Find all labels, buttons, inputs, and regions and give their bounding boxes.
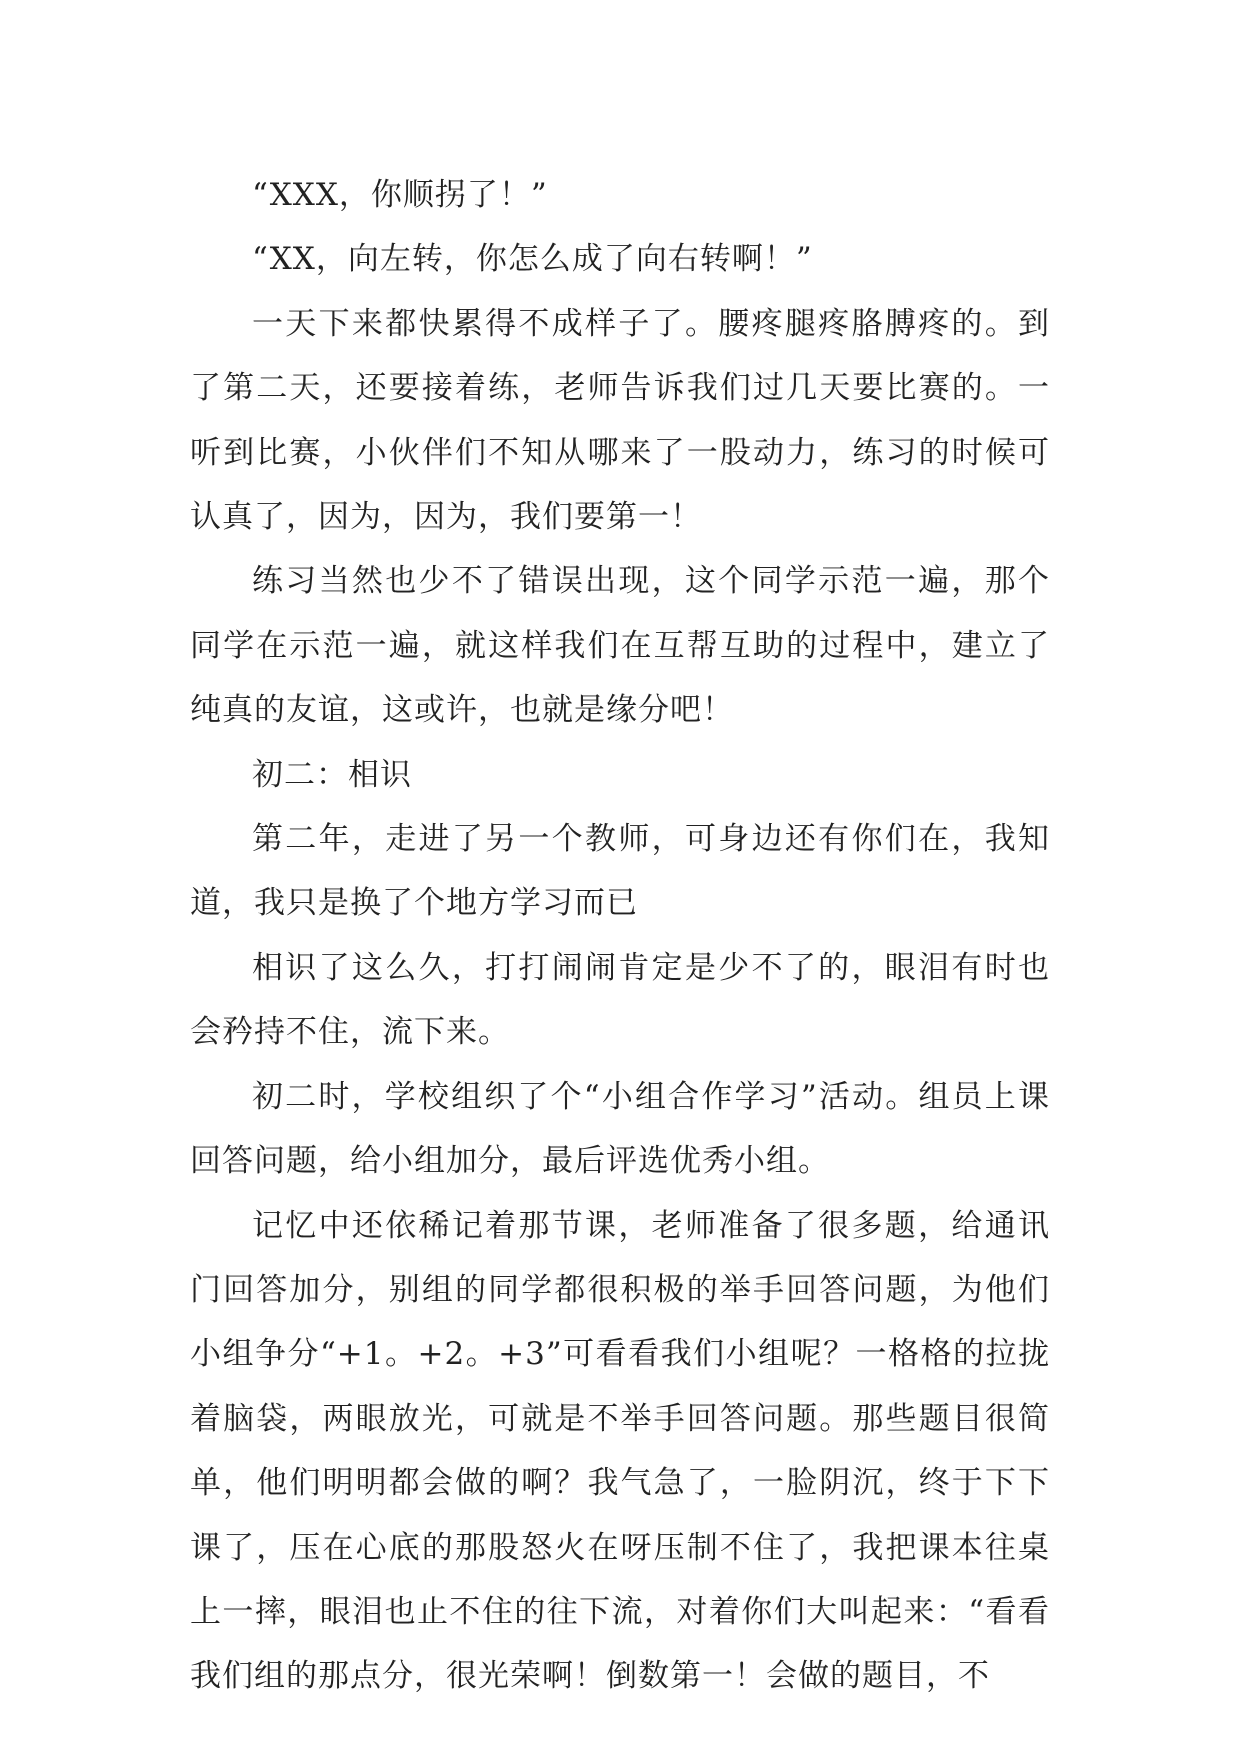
paragraph-6: 相识了这么久，打打闹闹肯定是少不了的，眼泪有时也会矜持不住，流下来。 bbox=[190, 949, 1050, 1051]
paragraph-1: “XXX，你顺拐了！” bbox=[252, 177, 548, 213]
paragraph-7: 初二时，学校组织了个“小组合作学习”活动。组员上课回答问题，给小组加分，最后评选优秀小组。 bbox=[190, 1078, 1050, 1180]
paragraph-4: 练习当然也少不了错误出现，这个同学示范一遍，那个同学在示范一遍，就这样我们在互帮互助的过程中，建立了纯真的友谊，这或许，也就是缘分吧！ bbox=[190, 563, 1050, 729]
document-body bbox=[190, 163, 1050, 1709]
paragraph-3: 一天下来都快累得不成样子了。腰疼腿疼胳膊疼的。到了第二天，还要接着练，老师告诉我们过几天要比赛的。一听到比赛，小伙伴们不知从哪来了一股动力，练习的时候可认真了，因为，因为，我们要第一！ bbox=[190, 305, 1050, 536]
paragraph-5: 第二年，走进了另一个教师，可身边还有你们在，我知道，我只是换了个地方学习而已 bbox=[190, 821, 1050, 922]
paragraph-8: 记忆中还依稀记着那节课，老师准备了很多题，给通讯门回答加分，别组的同学都很积极的举手回答问题，为他们小组争分“+1。+2。+3”可看看我们小组呢？一格格的拉拢着脑袋，两眼放光，可就是不举手回答问题。那些题目很简单，他们明明都会做的啊？我气急了，一脸阴沉，终于下下课了，压在心底的那股怒火在呀压制不住了，我把课本往桌上一摔，眼泪也止不住的往下流，对着你们大叫起来：“看看我们组的那点分，很光荣啊！倒数第一！会做的题目，不 bbox=[190, 1207, 1050, 1695]
paragraph-2: “XX，向左转，你怎么成了向右转啊！” bbox=[252, 241, 813, 278]
section-heading: 初二：相识 bbox=[252, 756, 412, 793]
